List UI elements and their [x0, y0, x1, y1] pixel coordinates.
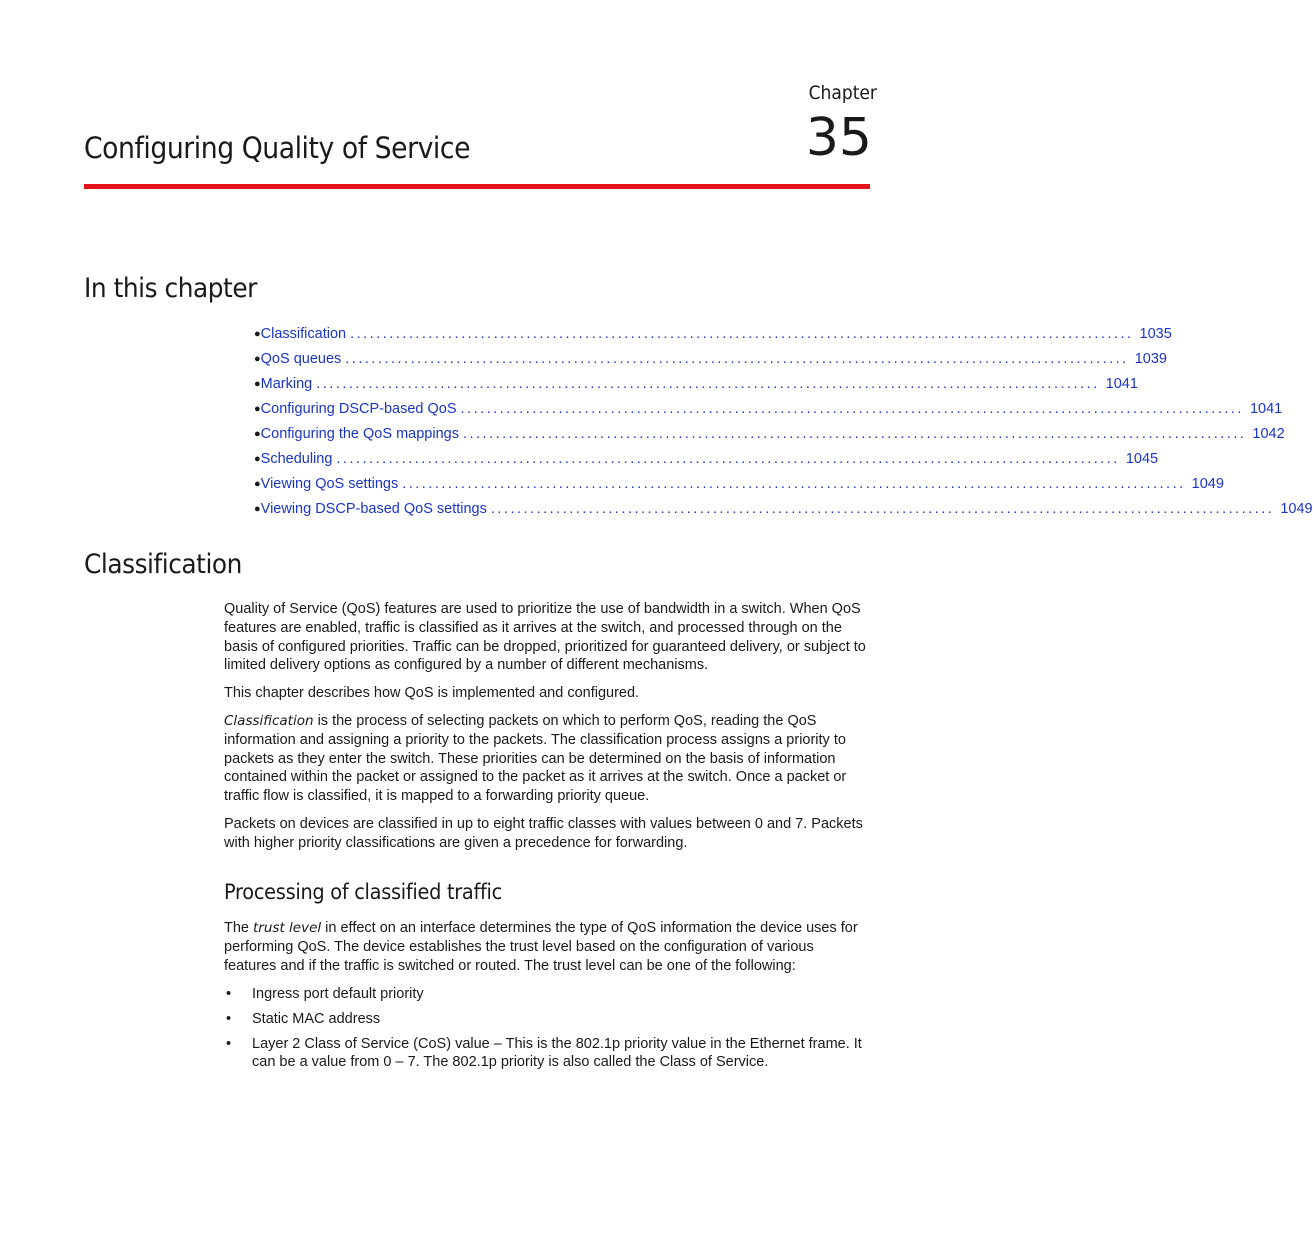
toc-leader-dots: ........................................................................................................................: [402, 475, 1186, 492]
in-this-chapter-heading: In this chapter: [84, 273, 257, 304]
toc-entry-page[interactable]: 1035: [1139, 325, 1172, 342]
toc-leader-dots: ........................................................................................................................: [316, 375, 1100, 392]
list-item-text: Static MAC address: [252, 1010, 381, 1027]
toc-entry-page[interactable]: 1045: [1125, 450, 1159, 467]
bullet-icon: ●: [254, 402, 261, 415]
classification-body: [224, 600, 870, 862]
bullet-icon: ●: [254, 502, 261, 515]
toc-entry[interactable]: [254, 446, 1159, 471]
processing-heading: Processing of classified traffic: [224, 880, 502, 904]
toc-entry-title[interactable]: Scheduling: [260, 450, 333, 467]
toc-entry[interactable]: [254, 396, 1283, 421]
processing-paragraph: [224, 919, 870, 975]
processing-body: [224, 919, 870, 984]
toc-entry-page[interactable]: 1039: [1134, 350, 1167, 367]
toc-entry-page[interactable]: 1042: [1252, 425, 1285, 442]
toc-entry[interactable]: [254, 321, 1172, 346]
list-item: [224, 1035, 870, 1073]
bullet-icon: ●: [254, 352, 261, 365]
toc-entry-title[interactable]: QoS queues: [260, 350, 342, 367]
classification-paragraph: Packets on devices are classified in up to eight traffic classes with values between 0 and 7. Packets with higher priority classifications are given a precedence for forwarding.: [224, 815, 863, 851]
toc-entry[interactable]: [254, 421, 1285, 446]
toc-entry-title[interactable]: Configuring the QoS mappings: [260, 425, 459, 442]
toc-entry-title[interactable]: Classification: [260, 325, 347, 342]
chapter-title: Configuring Quality of Service: [84, 131, 471, 165]
toc-entry-page[interactable]: 1041: [1105, 375, 1138, 392]
classification-paragraph: [224, 712, 870, 806]
toc-entry-page[interactable]: 1049: [1280, 500, 1313, 517]
toc-leader-dots: ........................................................................................................................: [336, 450, 1120, 467]
list-item: [224, 1010, 870, 1029]
toc-entry[interactable]: [254, 371, 1138, 396]
classification-paragraph: Quality of Service (QoS) features are used to prioritize the use of bandwidth in a switch. When QoS features are enabled, traffic is classified as it arrives at the switch, and processed through on the basis of configured priorities. Traffic can be dropped, prioritized for guaranteed delivery, or subject to limited delivery options as configured by a number of different mechanisms.: [224, 601, 866, 674]
classification-heading: Classification: [84, 549, 242, 580]
toc-entry-page[interactable]: 1049: [1191, 475, 1224, 492]
list-item-text: Ingress port default priority: [252, 986, 424, 1002]
bullet-icon: ●: [254, 452, 261, 465]
toc-leader-dots: ........................................................................................................................: [490, 500, 1275, 517]
list-item-text: Layer 2 Class of Service (CoS) value – This is the 802.1p priority value in the Ethernet frame. It can be a value from 0 – 7. The 802.1p priority is also called the Class of Service.: [252, 1035, 862, 1071]
chapter-number: 35: [805, 108, 872, 168]
toc-leader-dots: ........................................................................................................................: [460, 400, 1244, 417]
list-item: [224, 985, 870, 1004]
toc-entry-title[interactable]: Marking: [260, 375, 313, 392]
toc-entry[interactable]: [254, 346, 1167, 371]
trust-level-term: trust level: [253, 920, 322, 936]
toc-entry-title[interactable]: Viewing DSCP-based QoS settings: [260, 500, 487, 517]
toc-entry[interactable]: [254, 496, 1313, 521]
toc-leader-dots: ........................................................................................................................: [350, 325, 1134, 342]
classification-term: Classification: [224, 712, 314, 729]
toc-entry-page[interactable]: 1041: [1249, 400, 1283, 417]
chapter-label: Chapter: [808, 82, 877, 104]
toc-leader-dots: ........................................................................................................................: [462, 425, 1247, 442]
bullet-icon: •: [226, 986, 232, 1002]
toc-entry[interactable]: [254, 471, 1224, 496]
bullet-icon: •: [226, 1010, 232, 1027]
classification-paragraph: This chapter describes how QoS is implemented and configured.: [224, 685, 640, 702]
trust-level-list: [224, 985, 870, 1078]
bullet-icon: •: [226, 1035, 232, 1052]
chapter-divider: [84, 184, 870, 189]
toc-leader-dots: ........................................................................................................................: [345, 350, 1129, 367]
bullet-icon: ●: [254, 377, 261, 390]
bullet-icon: ●: [254, 327, 261, 340]
bullet-icon: ●: [254, 477, 261, 490]
toc-entry-title[interactable]: Viewing QoS settings: [260, 475, 399, 492]
bullet-icon: ●: [254, 427, 261, 440]
classification-definition: is the process of selecting packets on which to perform QoS, reading the QoS information and assigning a priority to the packets. The classification process assigns a priority to packets as they enter the switch. These priorities can be determined on the basis of information contained within the packet or assigned to the packet as it arrives at the switch. Once a packet or traffic flow is classified, it is mapped to a forwarding priority queue.: [224, 712, 847, 805]
processing-prefix: The: [224, 920, 254, 936]
toc-entry-title[interactable]: Configuring DSCP-based QoS: [260, 400, 457, 417]
chapter-toc: [254, 321, 1313, 521]
processing-text: in effect on an interface determines the type of QoS information the device uses for performing QoS. The device establishes the trust level based on the configuration of various features and if the traffic is switched or routed. The trust level can be one of the following:: [224, 920, 858, 974]
